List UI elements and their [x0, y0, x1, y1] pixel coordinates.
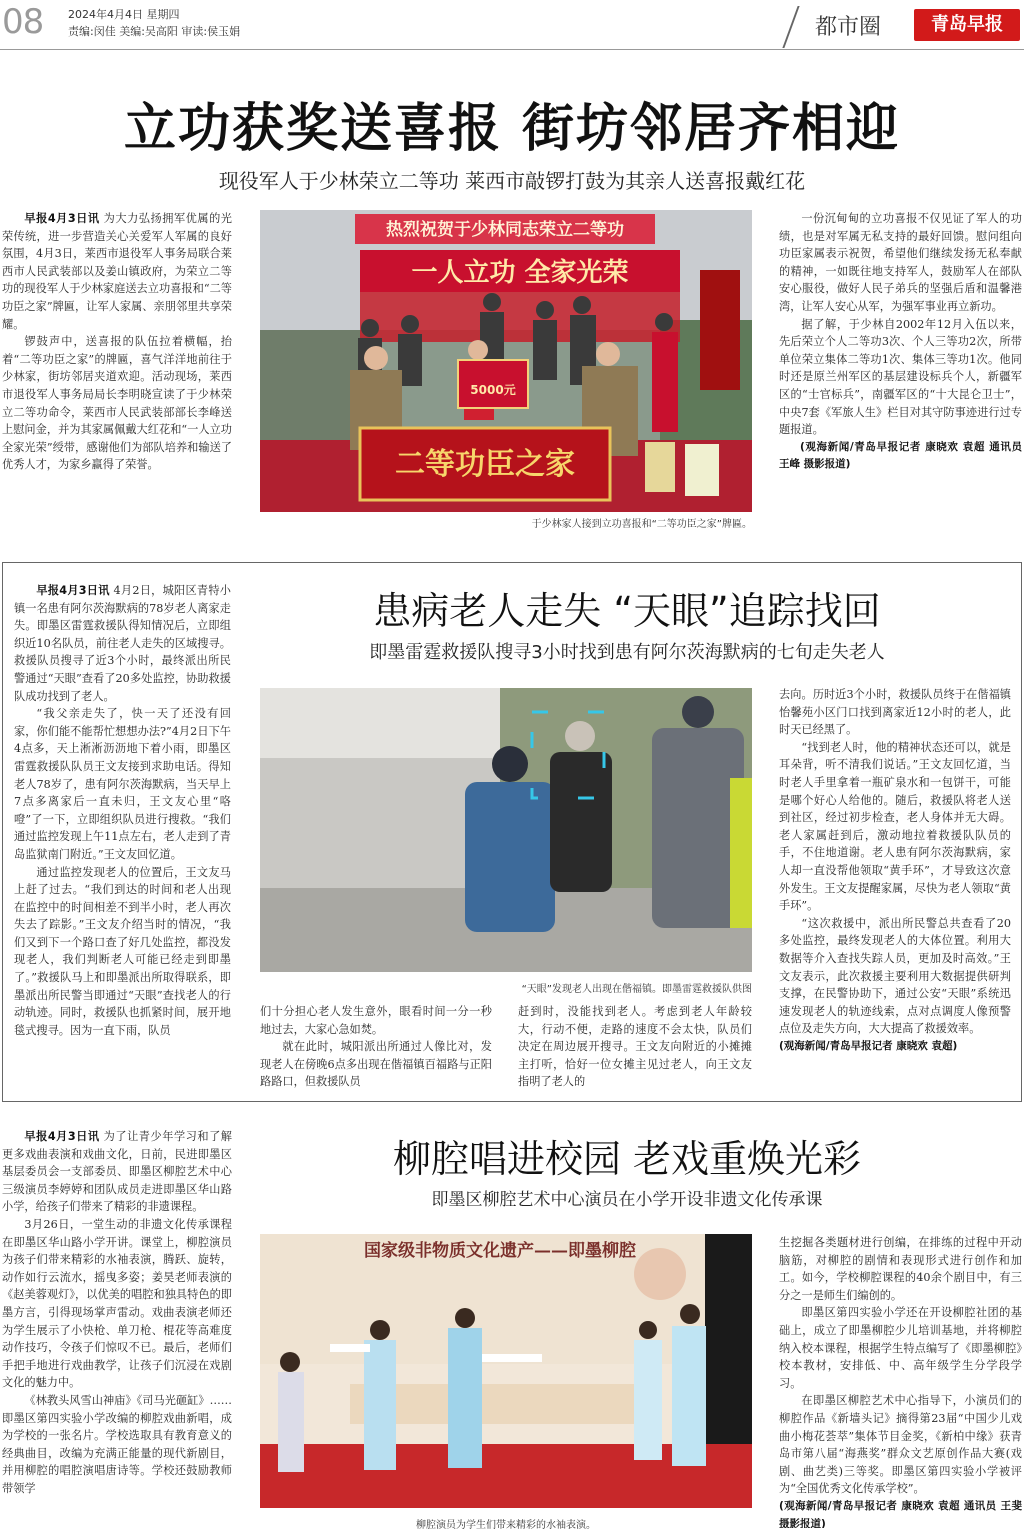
story2-left-column: [14, 582, 231, 1092]
story1-lead: 早报4月3日讯: [24, 212, 100, 225]
story3-photo: [260, 1234, 752, 1508]
masthead-info: [68, 6, 240, 40]
editor-credits: 责编:闵佳 美编:吴高阳 审读:侯玉娟: [68, 25, 241, 38]
award-ceremony-photo: [260, 210, 752, 512]
story1-headline: 立功获奖送喜报 街坊邻居齐相迎: [123, 99, 901, 159]
story1-left-column: [2, 210, 232, 530]
story2-credit: (观海新闻/青岛早报记者 康晓欢 袁超): [779, 1039, 958, 1052]
story2-photo: [260, 688, 752, 972]
story1-right-column: [779, 210, 1022, 530]
story1-para: 为大力弘扬拥军优属的光荣传统，进一步营造关心关爱军人军属的良好氛围，4月3日，莱西市退役军人事务局联合莱西市人民武装部以及姜山镇政府，为荣立二等功的现役军人于少林家庭送去立功喜报和“二等功臣之家”牌匾，让军人家属、亲朋邻里共享荣耀。: [2, 212, 232, 331]
story1-para: 锣鼓声中，送喜报的队伍拉着横幅，抬着“二等功臣之家”的牌匾，喜气洋洋地前往于少林家，街坊邻居夹道欢迎。活动现场，莱西市退役军人事务局局长李明晓宣读了于少林荣立二等功命令，莱西市人民武装部部长李峰送上慰问金，并为其家属佩戴大红花和“一人立功 全家光荣”绶带，感谢他们为部队培养和输送了优秀人才，为家乡赢得了荣誉。: [2, 335, 232, 472]
story3-lead: 早报4月3日讯: [24, 1130, 100, 1143]
story2-para: 通过监控发现老人的位置后，王文友马上赶了过去。“我们到达的时间和老人出现在监控中的时间相差不到半小时，老人再次失去了踪影。”王文友介绍当时的情况，“我们又到下一个路口查了好几处监控，都没发现老人，我们判断老人可能已经走到即墨了。”救援队马上和即墨派出所取得联系，即墨派出所民警当即通过“天眼”查找老人的行动轨迹。同时，救援队也抓紧时间，展开地毯式搜寻。因为一直下雨，队员: [14, 865, 231, 1037]
story2-para: 4月2日，城阳区青特小镇一名患有阿尔茨海默病的78岁老人离家走失。即墨区雷霆救援队得知情况后，立即组织近10名队员，前往老人走失的区域搜寻。救援队员搜寻了近3个小时，最终派出所民警通过“天眼”查看了20多处监控，协助救援队成功找到了老人。: [14, 584, 231, 703]
story3-credit: (观海新闻/青岛早报记者 康晓欢 袁超 通讯员 王斐 摄影报道): [779, 1499, 1022, 1528]
story1-para: 一份沉甸甸的立功喜报不仅见证了军人的功绩，也是对军属无私支持的最好回馈。慰问组向功臣家属表示祝贺，希望他们继续发扬无私奉献的精神，一如既往地支持军人，鼓励军人在部队安心服役，做好人民子弟兵的坚强后盾和温馨港湾，让军人安心从军，为强军事业再立新功。: [779, 212, 1022, 313]
story2-para: 们十分担心老人发生意外，眼看时间一分一秒地过去，大家心急如焚。: [260, 1005, 492, 1036]
banner-main-text: 一人立功 全家光荣: [411, 258, 629, 288]
story3-para: 为了让青少年学习和了解更多戏曲表演和戏曲文化，日前，民进即墨区基层委员会一支部委员、即墨区柳腔艺术中心三级演员李婷婷和团队成员走进即墨区华山路小学，给孩子们带来了精彩的非遗课程。: [2, 1130, 232, 1214]
story2-para: “找到老人时，他的精神状态还可以，就是耳朵背，听不清我们说话。”王文友回忆道，当时老人手里拿着一瓶矿泉水和一包饼干，可能是哪个好心人给他的。随后，救援队将老人送到社区，经过初步检查，老人身体并无大碍。老人家属赶到后，激动地拉着救援队队员的手，不住地道谢。老人患有阿尔茨海默病，家人却一直没帮他领取“黄手环”，才导致这次意外发生。王文友提醒家属，尽快为老人领取“黄手环”。: [779, 740, 1011, 913]
story1-credit: (观海新闻/青岛早报记者 康晓欢 袁超 通讯员 王峰 摄影报道): [779, 440, 1022, 471]
story1-para: 据了解，于少林自2002年12月入伍以来，先后荣立个人二等功3次、个人三等功2次，所带单位荣立集体二等功1次、集体三等功1次。他同时还是原兰州军区的基层建设标兵个人，新疆军区的“士官标兵”，南疆军区的“十大昆仑卫士”，中央7套《军旅人生》栏目对其守防事迹进行过专题报道。: [779, 317, 1022, 437]
story1-photo-caption: 于少林家人接到立功喜报和“二等功臣之家”牌匾。: [531, 519, 752, 530]
story2-mid-column-1: [260, 1003, 492, 1093]
story3-subhead: 即墨区柳腔艺术中心演员在小学开设非遗文化传承课: [431, 1190, 823, 1210]
story2-para: “这次救援中，派出所民警总共查看了20多处监控，最终发现老人的大体位置。利用大数据等介入查找失踪人员，更加及时高效。”王文友表示，此次救援主要利用大数据提供研判支撑，在民警协助下，通过公安“天眼”系统迅速发现老人的轨迹线索，点对点调度人像预警点位及走失方向，大大提高了救援效率。: [779, 916, 1011, 1036]
backdrop-title-text: 国家级非物质文化遗产——即墨柳腔: [364, 1241, 636, 1261]
story3-para: 在即墨区柳腔艺术中心指导下，小演员们的柳腔作品《新墙头记》摘得第23届“中国少儿戏曲小梅花荟萃”集体节目金奖，《新柏中缘》获青岛市第八届“海燕奖”群众文艺原创作品大赛(戏剧、曲艺类)三等奖。即墨区第四实验小学被评为“全国优秀文化传承学校”。: [779, 1394, 1022, 1496]
surveillance-photo: [260, 688, 752, 972]
plaque-text: 二等功臣之家: [395, 447, 575, 482]
section-name: 都市圈: [815, 15, 882, 40]
story3-photo-caption: 柳腔演员为学生们带来精彩的水袖表演。: [416, 1520, 596, 1531]
story3-para: 即墨区第四实验小学还在开设柳腔社团的基础上，成立了即墨柳腔少儿培训基地，并将柳腔纳入校本课程，根据学生特点编写了《即墨柳腔》校本教材，安排低、中、高年级学生分学段学习。: [779, 1306, 1022, 1390]
story2-right-column: [779, 686, 1011, 1092]
story3-left-column: [2, 1128, 232, 1528]
story3-para: 《林教头风雪山神庙》《司马光砸缸》……即墨区第四实验小学改编的柳腔戏曲新唱，成为学校的一张名片。学校选取具有教育意义的经典曲目，改编为充满正能量的现代新剧目，并用柳腔的唱腔演唱唐诗等。学校还鼓励教师带领学: [2, 1393, 232, 1495]
issue-date: 2024年4月4日 星期四: [68, 8, 180, 21]
story2-para: 赶到时，没能找到老人。考虑到老人年龄较大，行动不便，走路的速度不会太快，队员们决定在周边展开搜寻。王文友向附近的小摊摊主打听，恰好一位女摊主见过老人，向王文友指明了老人的: [518, 1005, 752, 1089]
story2-lead: 早报4月3日讯: [36, 584, 110, 597]
story3-right-column: [779, 1234, 1022, 1528]
story2-para: 去向。历时近3个小时，救援队员终于在偕福镇怡馨苑小区门口找到离家近12小时的老人，此时天已经黑了。: [779, 688, 1011, 737]
story3-para: 3月26日，一堂生动的非遗文化传承课程在即墨区华山路小学开讲。课堂上，柳腔演员为孩子们带来精彩的水袖表演，腾跃、旋转，动作如行云流水，摇曳多姿；姜昊老师表演的《赵美蓉观灯》，以优美的唱腔和独具特色的即墨方言，引得现场掌声雷动。戏曲表演老师还为学生展示了小快枪、单刀枪、棍花等高难度动作技巧，令孩子们惊叹不已。最后，老师们手把手地进行戏曲教学，让孩子们沉浸在戏剧文化的魅力中。: [2, 1217, 232, 1390]
banner-top-text: 热烈祝贺于少林同志荣立二等功: [386, 220, 624, 240]
masthead-divider: [782, 6, 799, 48]
page-number: 08: [2, 2, 44, 42]
newspaper-logo: 青岛早报: [914, 9, 1020, 41]
story2-subhead: 即墨雷霆救援队搜寻3小时找到患有阿尔茨海默病的七旬走失老人: [369, 642, 885, 663]
story3-para: 生挖掘各类题材进行创编，在排练的过程中开动脑筋，对柳腔的剧情和表现形式进行创作和加工。如今，学校柳腔课程的40余个剧目中，有三分之一是师生们编创的。: [779, 1236, 1022, 1302]
story2-headline: 患病老人走失 “天眼”追踪找回: [373, 589, 881, 633]
masthead: [0, 0, 1024, 50]
story2-para: 就在此时，城阳派出所通过人像比对，发现老人在傍晚6点多出现在偕福镇百福路与正阳路路口，但救援队员: [260, 1040, 492, 1089]
story2-photo-caption: “天眼”发现老人出现在偕福镇。即墨雷霆救援队供图: [521, 984, 752, 995]
cash-board-text: 5000元: [470, 383, 516, 397]
story1-subhead: 现役军人于少林荣立二等功 莱西市敲锣打鼓为其亲人送喜报戴红花: [218, 169, 806, 193]
opera-performance-photo: [260, 1234, 752, 1508]
story3-headline: 柳腔唱进校园 老戏重焕光彩: [392, 1137, 862, 1181]
story2-para: “我父亲走失了，快一天了还没有回家，你们能不能帮忙想想办法?”4月2日下午4点多，天上淅淅沥沥地下着小雨，即墨区雷霆救援队队员王文友接到求助电话。得知老人78岁了，患有阿尔茨海默病，当天早上7点多离家后一直未归，王文友心里“咯噔”了一下，立即组织队员进行搜救。“我们通过监控发现上午11点左右，老人走到了青岛监狱南门附近。”王文友回忆道。: [14, 707, 231, 861]
story2-mid-column-2: [518, 1003, 752, 1093]
story1-photo: [260, 210, 752, 512]
